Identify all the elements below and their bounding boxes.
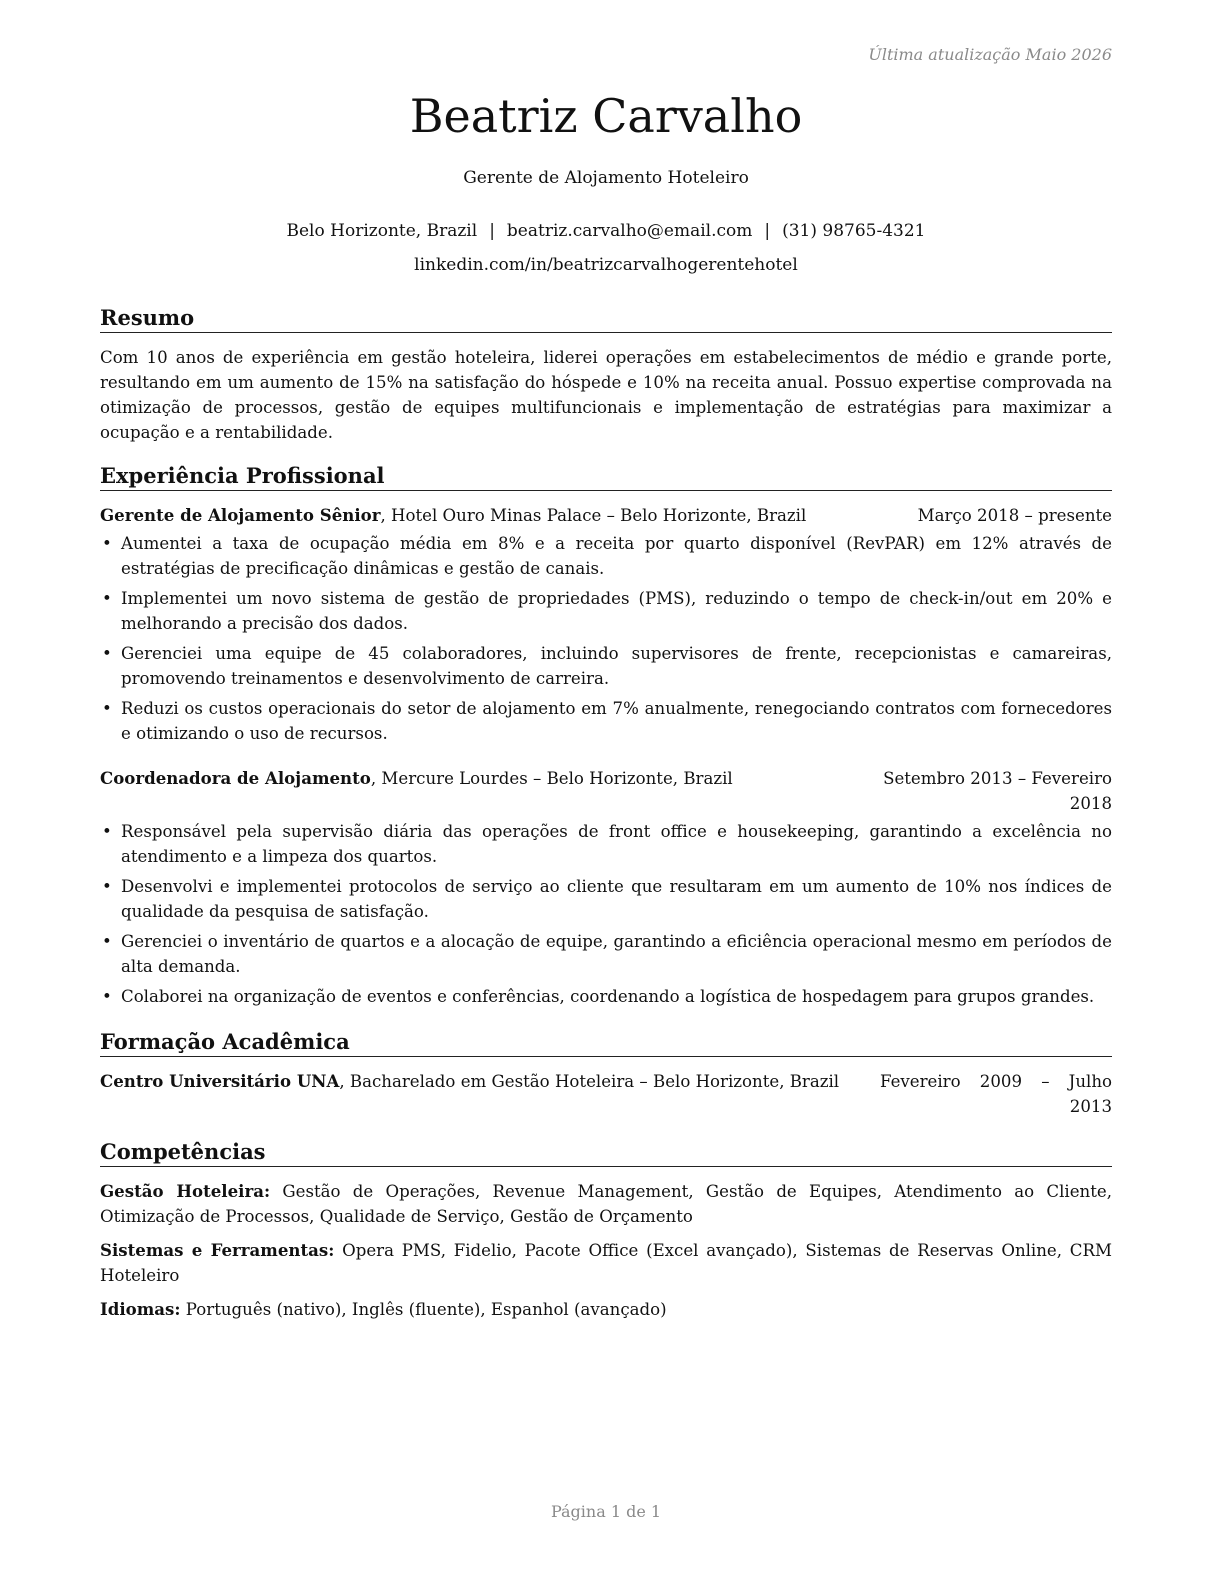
job-entry [100,503,1112,746]
section-heading: Competências [100,1139,1112,1167]
summary-section [100,305,1112,445]
degree: , Bacharelado em Gestão Hoteleira – Belo Horizonte, Brazil [339,1072,840,1091]
job-role: Coordenadora de Alojamento [100,768,371,788]
resume-content [100,305,1112,1331]
section-heading: Resumo [100,305,1112,333]
job-bullets [100,531,1112,746]
skill-value: Opera PMS, Fidelio, Pacote Office (Excel avançado), Sistemas de Reservas Online, CRM Hoteleiro [100,1241,1112,1285]
job-role: Gerente de Alojamento Sênior [100,505,381,525]
skill-line [100,1297,1112,1322]
bullet-item: • Implementei um novo sistema de gestão de propriedades (PMS), reduzindo o tempo de check-in/out em 20% e melhorando a precisão dos dados. [100,586,1112,636]
skill-value: Gestão de Operações, Revenue Management, Gestão de Equipes, Atendimento ao Cliente, Otimização de Processos, Qualidade de Serviço, Gestão de Orçamento [100,1182,1112,1226]
bullet-item: • Gerenciei o inventário de quartos e a alocação de equipe, garantindo a eficiência operacional mesmo em períodos de alta demanda. [100,929,1112,979]
education-entry [100,1069,1112,1119]
skill-line [100,1238,1112,1288]
section-heading: Formação Acadêmica [100,1029,1112,1057]
job-organization: , Hotel Ouro Minas Palace – Belo Horizonte, Brazil [380,506,807,525]
bullet-item: • Responsável pela supervisão diária das operações de front office e housekeeping, garantindo a excelência no atendimento e a limpeza dos quartos. [100,819,1112,869]
skill-value: Português (nativo), Inglês (fluente), Espanhol (avançado) [180,1300,667,1319]
job-dates: Março 2018 – presente [917,506,1112,525]
bullet-item: • Reduzi os custos operacionais do setor de alojamento em 7% anualmente, renegociando contratos com fornecedores e otimizando o uso de recursos. [100,696,1112,746]
candidate-title: Gerente de Alojamento Hoteleiro [463,168,749,188]
job-header [100,766,1112,816]
email-link[interactable]: beatriz.carvalho@email.com [506,221,753,241]
experience-section [100,463,1112,1009]
linkedin-link[interactable]: linkedin.com/in/beatrizcarvalhogerentehotel [414,255,798,275]
bullet-item: • Colaborei na organização de eventos e conferências, coordenando a logística de hospedagem para grupos grandes. [100,984,1112,1009]
bullet-item: • Aumentei a taxa de ocupação média em 8% e a receita por quarto disponível (RevPAR) em 12% através de estratégias de precificação dinâmicas e gestão de canais. [100,531,1112,581]
job-header [100,503,1112,528]
last-updated: Última atualização Maio 2026 [868,45,1112,64]
job-dates: Setembro 2013 – Fevereiro 2018 [883,769,1112,813]
education-line [100,1069,860,1094]
job-organization: , Mercure Lourdes – Belo Horizonte, Brazil [370,769,733,788]
education-dates: Fevereiro 2009 – Julho 2013 [880,1072,1112,1116]
job-title-line [100,503,892,528]
location: Belo Horizonte, Brazil [286,221,478,241]
skill-label: Sistemas e Ferramentas: [100,1240,335,1260]
bullet-item: • Gerenciei uma equipe de 45 colaboradores, incluindo supervisores de frente, recepcionistas e camareiras, promovendo treinamentos e desenvolvimento de carreira. [100,641,1112,691]
skill-line [100,1179,1112,1229]
job-title-line [100,766,852,791]
contact-line [100,221,1112,241]
separator: | [764,221,771,241]
separator: | [489,221,495,241]
phone: (31) 98765-4321 [782,221,926,241]
job-bullets [100,819,1112,1009]
candidate-name: Beatriz Carvalho [409,89,803,143]
resume-page [100,0,1112,1584]
summary-text: Com 10 anos de experiência em gestão hoteleira, liderei operações em estabelecimentos de médio e grande porte, resultando em um aumento de 15% na satisfação do hóspede e 10% na receita anual. Possuo expertise comprovada na otimização de processos, gestão de equipes multifuncionais e implementação de estratégias para maximizar a ocupação e a rentabilidade. [100,348,1112,442]
institution: Centro Universitário UNA [100,1071,340,1091]
skill-label: Gestão Hoteleira: [100,1181,271,1201]
skill-label: Idiomas: [100,1299,181,1319]
skills-section [100,1139,1112,1322]
bullet-item: • Desenvolvi e implementei protocolos de serviço ao cliente que resultaram em um aumento de 10% nos índices de qualidade da pesquisa de satisfação. [100,874,1112,924]
section-heading: Experiência Profissional [100,463,1112,491]
job-entry [100,766,1112,1009]
education-section [100,1029,1112,1119]
page-number: Página 1 de 1 [550,1502,662,1521]
